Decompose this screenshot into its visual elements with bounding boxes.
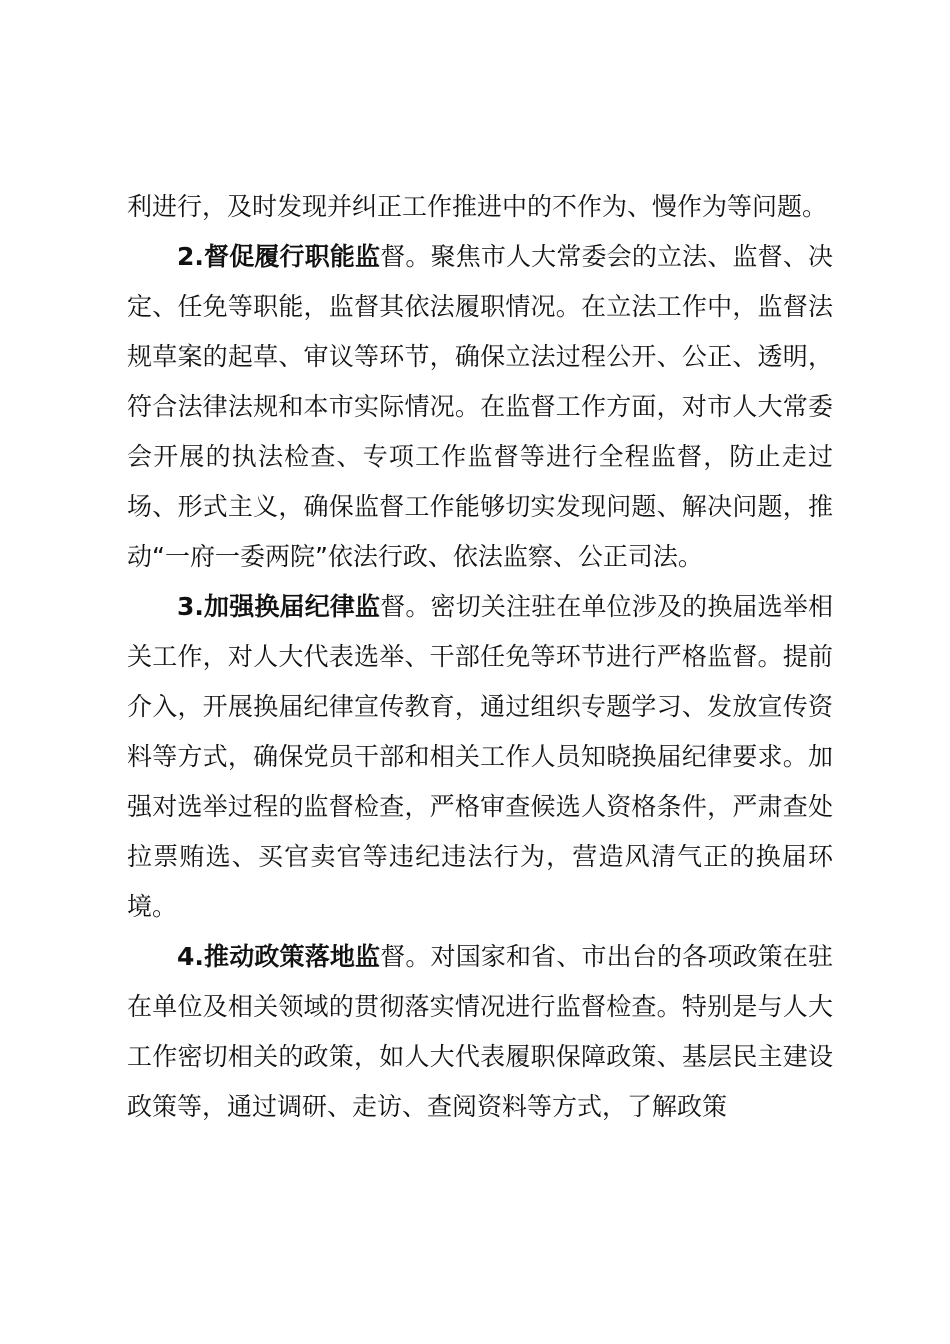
paragraph-heading: 3.加强换届纪律监 [177,592,381,621]
paragraph-item-3 [127,582,833,932]
paragraph-heading: 2.督促履行职能监 [177,242,381,271]
paragraph-body: 督。聚焦市人大常委会的立法、监督、决定、任免等职能，监督其依法履职情况。在立法工作中，监督法规草案的起草、审议等环节，确保立法过程公开、公正、透明，符合法律法规和本市实际情况。在监督工作方面，对市人大常委会开展的执法检查、专项工作监督等进行全程监督，防止走过场、形式主义，确保监督工作能够切实发现问题、解决问题，推动“一府一委两院”依法行政、依法监察、公正司法。 [127,242,833,571]
paragraph-continuation [127,182,833,232]
paragraph-item-4 [127,932,833,1132]
paragraph-body: 督。密切关注驻在单位涉及的换届选举相关工作，对人大代表选举、干部任免等环节进行严格监督。提前介入，开展换届纪律宣传教育，通过组织专题学习、发放宣传资料等方式，确保党员干部和相关工作人员知晓换届纪律要求。加强对选举过程的监督检查，严格审查候选人资格条件，严肃查处拉票贿选、买官卖官等违纪违法行为，营造风清气正的换届环境。 [127,592,833,921]
paragraph-heading: 4.推动政策落地监 [177,942,381,971]
document-body [127,182,833,1132]
paragraph-item-2 [127,232,833,582]
paragraph-body: 利进行，及时发现并纠正工作推进中的不作为、慢作为等问题。 [127,192,828,221]
paragraph-body: 督。对国家和省、市出台的各项政策在驻在单位及相关领域的贯彻落实情况进行监督检查。特别是与人大工作密切相关的政策，如人大代表履职保障政策、基层民主建设政策等，通过调研、走访、查阅资料等方式，了解政策 [127,942,833,1121]
